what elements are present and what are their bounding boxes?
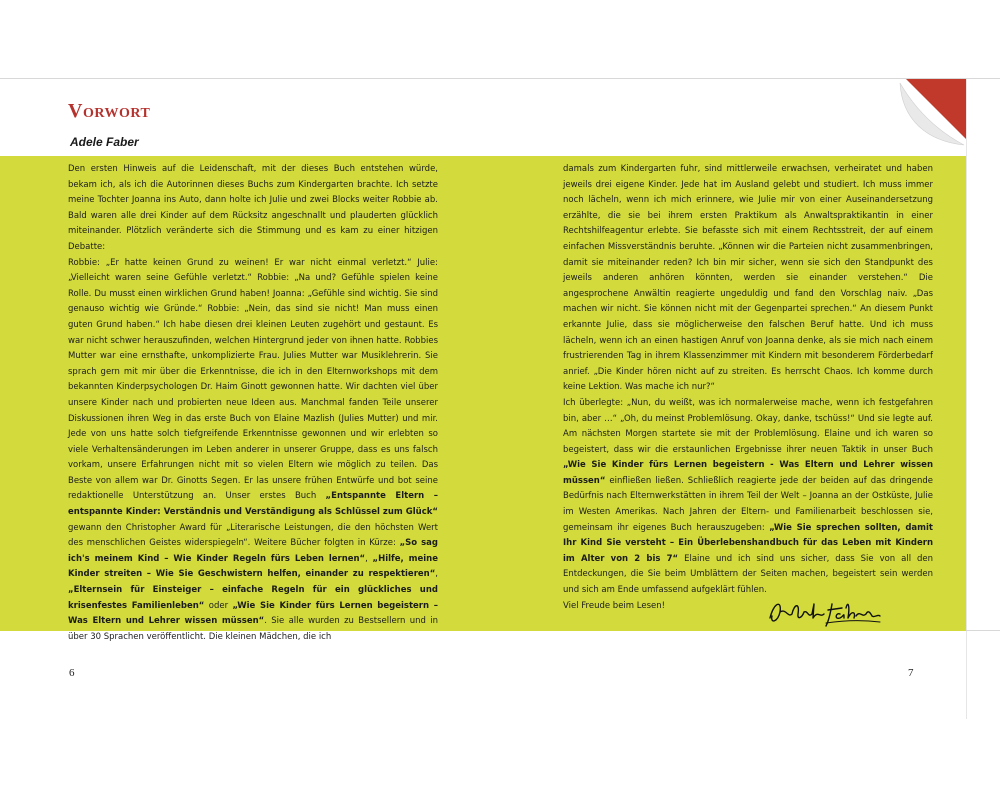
left-text: , <box>365 553 373 564</box>
page-edge-rule <box>966 79 967 719</box>
book-title: „Entspannte Eltern – entspannte Kinder: Verständnis und Verständigung als Schlüssel zum Glück“ <box>68 491 439 518</box>
right-text: einfließen ließen. Schließlich reagierte jede der beiden auf das dringende Bedürfnis nach Elternwerkstätten in ihrem Teil der Welt – Joanna an der Ostküste, Julie im Westen Amerikas. Nach Jahren der Eltern- und Familienarbeit beschlossen sie, gemeinsam ihr eigenes Buch herauszugeben: <box>563 475 933 533</box>
book-title: „Wie Sie Kinder fürs Lernen begeistern – Was Eltern und Lehrer wissen müssen“ <box>68 600 438 627</box>
right-paragraph-1: damals zum Kindergarten fuhr, sind mittlerweile erwachsen, verheiratet und haben jeweils drei eigene Kinder. Jede hat im Ausland gelebt und studiert. Ich muss immer noch lächeln, wenn ich mich erinnere, wie Julie mir von einer Auseinandersetzung erzählte, die sie bei ihrem ersten Praktikum als Anwaltspraktikantin in einer Rechtshilfeagentur erlebte. Sie befasste sich mit einem Rechtsstreit, der auf einem einfachen Missverständnis beruhte. „Können wir die Parteien nicht zusammenbringen, damit sie miteinander reden? Ich bin mir sicher, wenn sie sich den Standpunkt des jeweils anderen anhören könnten, werden sie einander verstehen.“ Die angesprochene Anwältin reagierte ungeduldig und fand den Vorschlag naiv. „Das machen wir nicht. Sie können nicht mit der Gegenpartei sprechen.“ An diesem Punkt erkannte Julie, dass sie möglicherweise den falschen Beruf hatte. Und ich muss lächeln, wenn ich an einen hastigen Anruf von Joanna denke, als sie mich nach einem frustrierenden Tag in ihrem Klassenzimmer mit Kindern mit besonderem Förderbedarf anrief. „Die Kinder hören nicht auf zu streiten. Es herrscht Chaos. Ich komme durch keine Lektion. Was mache ich nur?“ <box>563 164 933 393</box>
left-paragraph-2 <box>68 256 438 646</box>
page-number-left: 6 <box>69 667 75 679</box>
left-column <box>68 162 438 645</box>
book-title: „Wie Sie sprechen sollten, damit Ihr Kind Sie versteht – Ein Überlebenshandbuch für das Leben mit Kindern im Alter von 2 bis 7“ <box>563 522 933 564</box>
closing-line: Viel Freude beim Lesen! <box>563 600 666 611</box>
page-edge-tick <box>966 630 1000 631</box>
right-column <box>563 162 933 614</box>
left-text: Robbie: „Er hatte keinen Grund zu weinen! Er war nicht einmal verletzt.“ Julie: „Vielleicht waren seine Gefühle verletzt.“ Robbie: „Na und? Gefühle spielen keine Rolle. Du musst einen wirklichen Grund haben! Joanna: „Gefühle sind wichtig. Sie sind genauso wichtig wie Gründe.“ Robbie: „Nein, das sind sie nicht! Man muss einen guten Grund haben.“ Ich habe diesen drei kleinen Leuten zugehört und gestaunt. Es war nicht schwer herauszufinden, welchen Hintergrund jeder von ihnen hatte. Robbies Mutter war eine ernsthafte, unkomplizierte Frau. Julies Mutter war Musiklehrerin. Sie sprach gern mit mir über die Erkenntnisse, die ich in den Elternworkshops mit dem bekannten Kinderpsychologen Dr. Haim Ginott gewonnen hatte. Wir dachten viel über unsere Kinder nach und probierten neue Ideen aus. Manchmal fanden Teile unserer Diskussionen ihren Weg in das erste Buch von Elaine Mazlish (Julies Mutter) und mir. Jede von uns hatte solch tiefgreifende Erkenntnisse gewonnen und wir erlebten so viele Verhaltensänderungen im Leben anderer in unserer Gruppe, dass es uns falsch vorkam, unsere Erfahrungen nicht mit so vielen Eltern wie möglich zu teilen. Das Beste von allem war Dr. Ginotts Segen. Er las unsere frühen Entwürfe und bot seine redaktionelle Unterstützung an. Unser erstes Buch <box>68 257 438 502</box>
top-rule <box>0 78 1000 79</box>
left-text: , <box>435 569 438 580</box>
left-text: oder <box>204 600 233 611</box>
page-number-right: 7 <box>908 667 914 679</box>
left-text: . Sie alle wurden zu Bestsellern und in über 30 Sprachen veröffentlicht. Die kleinen Mädchen, die ich <box>68 616 438 642</box>
book-title: „So sag ich's meinem Kind – Wie Kinder Regeln fürs Leben lernen“ <box>68 538 438 564</box>
left-paragraph-1: Den ersten Hinweis auf die Leidenschaft, mit der dieses Buch entstehen würde, bekam ich, als ich die Autorinnen dieses Buchs zum Kindergarten brachte. Ich setzte meine Tochter Joanna ins Auto, dann holte ich Julie und zwei Blocks weiter Robbie ab. Bald waren alle drei Kinder auf dem Rücksitz angeschnallt und plauderten glücklich miteinander. Plötzlich veränderte sich die Stimmung und es kam zu einer hitzigen Debatte: <box>68 164 438 252</box>
right-text: Ich überlegte: „Nun, du weißt, was ich normalerweise mache, wenn ich festgefahren bin, aber …“ „Oh, du meinst Problemlösung. Okay, danke, tschüss!“ Und sie legte auf. Am nächsten Morgen startete sie mit der Problemlösung. Elaine und ich waren so begeistert, dass wir die erstaunlichen Ergebnisse ihrer neuen Taktik in unser Buch <box>563 397 933 455</box>
page-curl-icon <box>896 79 966 151</box>
left-text: gewann den Christopher Award für „Literarische Leistungen, die den höchsten Wert des menschlichen Geistes widerspiegeln“. Weitere Bücher folgten in Kürze: <box>68 522 438 549</box>
author-name: Adele Faber <box>70 135 139 149</box>
right-paragraph-2 <box>563 396 933 599</box>
handwritten-signature-icon <box>766 596 882 630</box>
book-title: „Elternsein für Einsteiger – einfache Regeln für ein glückliches und krisenfestes Familienleben“ <box>68 585 438 611</box>
right-text: Elaine und ich sind uns sicher, dass Sie von all den Entdeckungen, die Sie beim Umblättern der Seiten machen, begeistert sein werden und sich am Ende umfassend aufgeklärt fühlen. <box>563 553 934 596</box>
book-title: „Wie Sie Kinder fürs Lernen begeistern - Was Eltern und Lehrer wissen müssen“ <box>563 460 933 486</box>
book-title: „Hilfe, meine Kinder streiten – Wie Sie Geschwistern helfen, einander zu respektieren“ <box>68 553 438 580</box>
chapter-title: Vorwort <box>68 100 151 122</box>
